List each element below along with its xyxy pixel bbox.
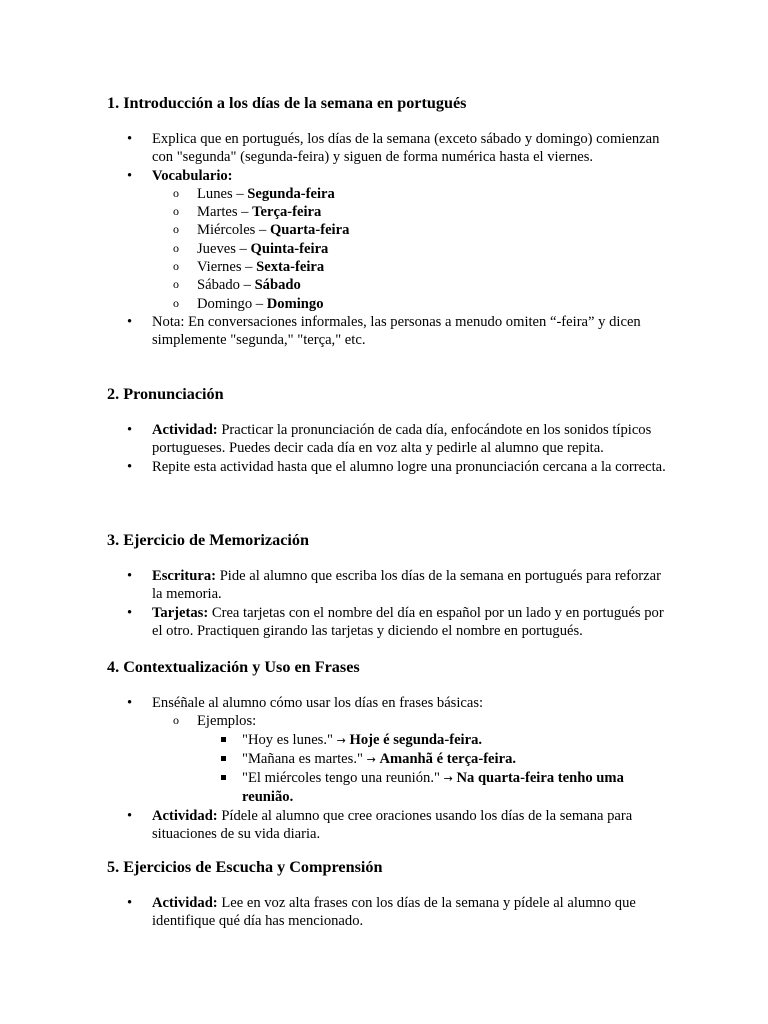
section-1-list bbox=[107, 130, 667, 350]
list-item: • Repite esta actividad hasta que el alumno logre una pronunciación cercana a la correcta. bbox=[107, 458, 667, 476]
section-5-heading: 5. Ejercicios de Escucha y Comprensión bbox=[107, 858, 383, 876]
example-item: "El miércoles tengo una reunión." → Na quarta-feira tenho uma reunião. bbox=[107, 769, 667, 807]
vocab-item: o Domingo – Domingo bbox=[107, 295, 667, 313]
section-5-list bbox=[107, 894, 667, 931]
arrow-icon: → bbox=[336, 733, 346, 747]
arrow-icon: → bbox=[366, 752, 376, 766]
example-item: "Hoy es lunes." → Hoje é segunda-feira. bbox=[107, 731, 667, 750]
section-4-heading: 4. Contextualización y Uso en Frases bbox=[107, 658, 360, 676]
list-item: • Enséñale al alumno cómo usar los días en frases básicas: bbox=[107, 694, 667, 712]
vocab-item: o Miércoles – Quarta-feira bbox=[107, 221, 667, 239]
vocab-item: o Viernes – Sexta-feira bbox=[107, 258, 667, 276]
section-1-heading: 1. Introducción a los días de la semana en portugués bbox=[107, 94, 467, 112]
section-2-list bbox=[107, 421, 667, 476]
list-item: • Tarjetas: Crea tarjetas con el nombre del día en español por un lado y en portugués por el otro. Practiquen girando las tarjetas y diciendo el nombre en portugués. bbox=[107, 604, 667, 641]
section-3-list bbox=[107, 567, 667, 640]
list-item: • Actividad: Lee en voz alta frases con los días de la semana y pídele al alumno que identifique qué día has mencionado. bbox=[107, 894, 667, 931]
section-2-heading: 2. Pronunciación bbox=[107, 385, 224, 403]
vocab-item: o Martes – Terça-feira bbox=[107, 203, 667, 221]
list-item: • Actividad: Practicar la pronunciación de cada día, enfocándote en los sonidos típicos portugueses. Puedes decir cada día en voz alta y pedirle al alumno que repita. bbox=[107, 421, 667, 458]
vocab-label: Vocabulario: bbox=[152, 167, 233, 184]
vocab-item: o Jueves – Quinta-feira bbox=[107, 240, 667, 258]
list-item: • Escritura: Pide al alumno que escriba los días de la semana en portugués para reforzar la memoria. bbox=[107, 567, 667, 604]
list-item: • Nota: En conversaciones informales, las personas a menudo omiten “-feira” y dicen simplemente "segunda," "terça," etc. bbox=[107, 313, 667, 350]
list-item: • Actividad: Pídele al alumno que cree oraciones usando los días de la semana para situaciones de su vida diaria. bbox=[107, 807, 667, 844]
example-item: "Mañana es martes." → Amanhã é terça-feira. bbox=[107, 750, 667, 769]
list-item bbox=[107, 167, 667, 185]
vocab-item: o Lunes – Segunda-feira bbox=[107, 185, 667, 203]
section-3-heading: 3. Ejercicio de Memorización bbox=[107, 531, 309, 549]
examples-label: o Ejemplos: bbox=[107, 712, 667, 730]
section-4-list bbox=[107, 694, 667, 843]
list-item: • Explica que en portugués, los días de la semana (exceto sábado y domingo) comienzan con "segunda" (segunda-feira) y siguen de forma numérica hasta el viernes. bbox=[107, 130, 667, 167]
vocab-item: o Sábado – Sábado bbox=[107, 276, 667, 294]
arrow-icon: → bbox=[443, 772, 453, 786]
